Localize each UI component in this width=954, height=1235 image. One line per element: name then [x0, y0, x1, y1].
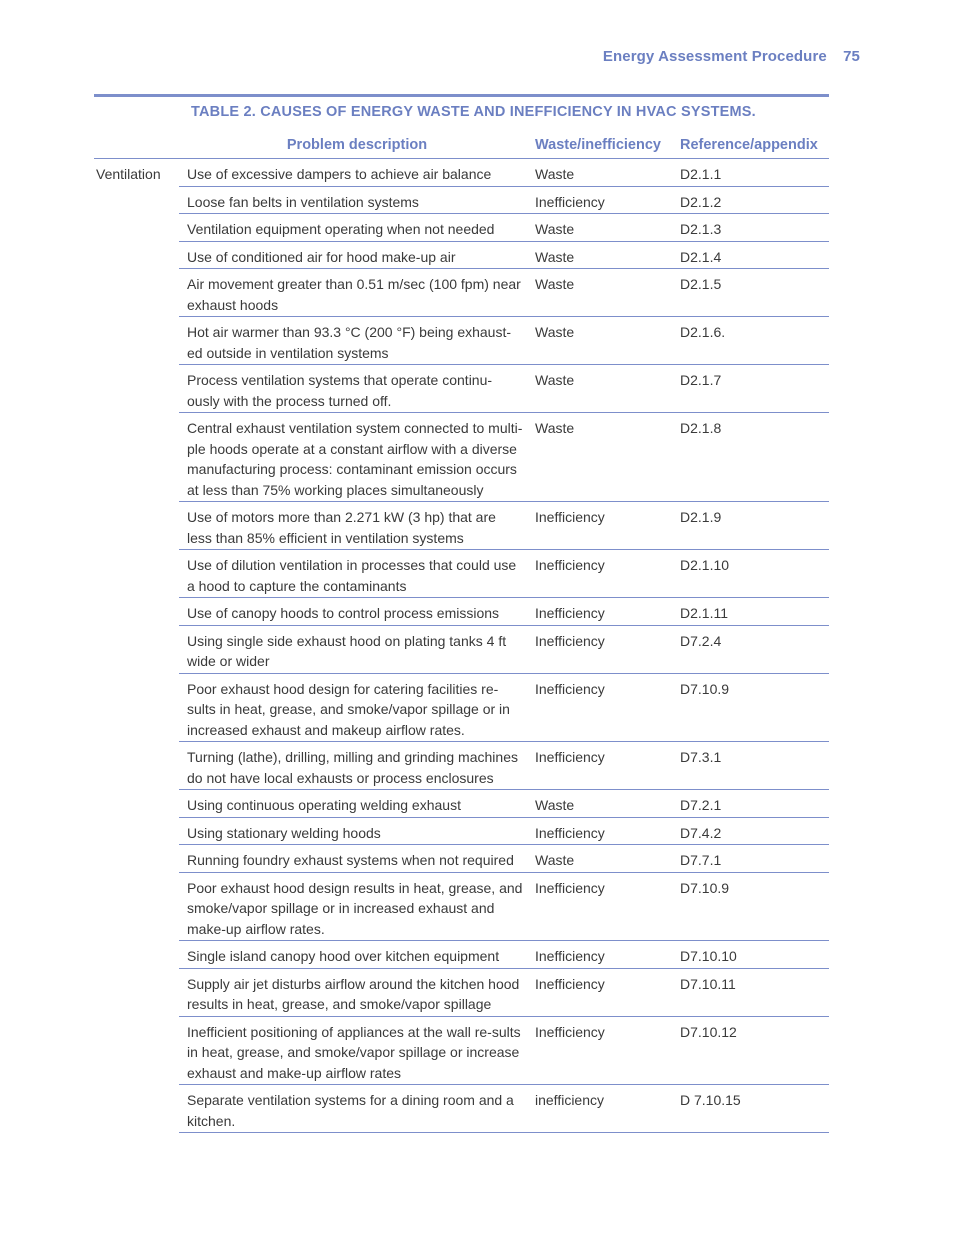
problem-description-cell: Poor exhaust hood design for catering facilities re-sults in heat, grease, and smoke/vapor spillage or in increased exhaust and makeup airflow rates.	[179, 673, 527, 742]
reference-cell: D7.2.4	[672, 625, 829, 673]
page-number: 75	[843, 48, 860, 65]
waste-inefficiency-cell: Inefficiency	[527, 817, 672, 845]
reference-cell: D2.1.8	[672, 413, 829, 502]
waste-inefficiency-cell: Inefficiency	[527, 598, 672, 626]
reference-cell: D2.1.7	[672, 365, 829, 413]
table-row	[94, 817, 829, 845]
waste-inefficiency-cell: Inefficiency	[527, 872, 672, 941]
reference-cell: D2.1.5	[672, 269, 829, 317]
waste-inefficiency-cell: Inefficiency	[527, 186, 672, 214]
problem-description-cell: Loose fan belts in ventilation systems	[179, 186, 527, 214]
waste-inefficiency-cell: Inefficiency	[527, 742, 672, 790]
reference-cell: D2.1.9	[672, 502, 829, 550]
table-header-row	[94, 137, 829, 159]
reference-cell: D 7.10.15	[672, 1085, 829, 1133]
table-row	[94, 502, 829, 550]
column-header-waste: Waste/inefficiency	[527, 137, 672, 159]
table-row	[94, 742, 829, 790]
table-row	[94, 1016, 829, 1085]
problem-description-cell: Running foundry exhaust systems when not required	[179, 845, 527, 873]
table-row	[94, 317, 829, 365]
running-header-title: Energy Assessment Procedure	[602, 48, 827, 65]
waste-inefficiency-cell: Waste	[527, 413, 672, 502]
waste-inefficiency-cell: Waste	[527, 790, 672, 818]
column-header-category	[94, 137, 179, 159]
table-row	[94, 941, 829, 969]
problem-description-cell: Use of excessive dampers to achieve air balance	[179, 159, 527, 187]
table-row	[94, 845, 829, 873]
reference-cell: D7.7.1	[672, 845, 829, 873]
reference-cell: D2.1.11	[672, 598, 829, 626]
table-row	[94, 269, 829, 317]
reference-cell: D2.1.3	[672, 214, 829, 242]
waste-inefficiency-cell: Waste	[527, 845, 672, 873]
problem-description-cell: Using stationary welding hoods	[179, 817, 527, 845]
table-row	[94, 968, 829, 1016]
problem-description-cell: Supply air jet disturbs airflow around the kitchen hood results in heat, grease, and smoke/vapor spillage	[179, 968, 527, 1016]
waste-inefficiency-cell: inefficiency	[527, 1085, 672, 1133]
problem-description-cell: Use of dilution ventilation in processes that could use a hood to capture the contaminants	[179, 550, 527, 598]
reference-cell: D7.10.12	[672, 1016, 829, 1085]
reference-cell: D7.10.10	[672, 941, 829, 969]
hvac-waste-table	[94, 137, 829, 1133]
table-title: TABLE 2. CAUSES OF ENERGY WASTE AND INEFFICIENCY IN HVAC SYSTEMS.	[191, 104, 756, 120]
table-row	[94, 790, 829, 818]
waste-inefficiency-cell: Inefficiency	[527, 550, 672, 598]
reference-cell: D2.1.6.	[672, 317, 829, 365]
problem-description-cell: Using single side exhaust hood on plating tanks 4 ft wide or wider	[179, 625, 527, 673]
waste-inefficiency-cell: Waste	[527, 214, 672, 242]
waste-inefficiency-cell: Waste	[527, 317, 672, 365]
table-row	[94, 598, 829, 626]
reference-cell: D7.10.11	[672, 968, 829, 1016]
waste-inefficiency-cell: Waste	[527, 365, 672, 413]
waste-inefficiency-cell: Waste	[527, 241, 672, 269]
table-row	[94, 872, 829, 941]
problem-description-cell: Process ventilation systems that operate continu-ously with the process turned off.	[179, 365, 527, 413]
reference-cell: D7.4.2	[672, 817, 829, 845]
table-row	[94, 413, 829, 502]
table-row	[94, 673, 829, 742]
reference-cell: D7.10.9	[672, 872, 829, 941]
problem-description-cell: Ventilation equipment operating when not needed	[179, 214, 527, 242]
waste-inefficiency-cell: Waste	[527, 159, 672, 187]
waste-inefficiency-cell: Inefficiency	[527, 941, 672, 969]
table-row	[94, 186, 829, 214]
problem-description-cell: Hot air warmer than 93.3 °C (200 °F) being exhaust-ed outside in ventilation systems	[179, 317, 527, 365]
category-cell: Ventilation	[96, 166, 161, 182]
table-row	[94, 1085, 829, 1133]
problem-description-cell: Separate ventilation systems for a dining room and a kitchen.	[179, 1085, 527, 1133]
table-container	[94, 94, 829, 1133]
table-row	[94, 365, 829, 413]
problem-description-cell: Use of canopy hoods to control process emissions	[179, 598, 527, 626]
waste-inefficiency-cell: Waste	[527, 269, 672, 317]
table-row	[94, 241, 829, 269]
problem-description-cell: Turning (lathe), drilling, milling and grinding machines do not have local exhausts or process enclosures	[179, 742, 527, 790]
problem-description-cell: Use of conditioned air for hood make-up air	[179, 241, 527, 269]
waste-inefficiency-cell: Inefficiency	[527, 502, 672, 550]
column-header-problem: Problem description	[179, 137, 527, 159]
table-row	[94, 159, 829, 187]
problem-description-cell: Use of motors more than 2.271 kW (3 hp) that are less than 85% efficient in ventilation systems	[179, 502, 527, 550]
table-top-rule	[94, 94, 829, 97]
waste-inefficiency-cell: Inefficiency	[527, 1016, 672, 1085]
reference-cell: D7.10.9	[672, 673, 829, 742]
table-row	[94, 214, 829, 242]
reference-cell: D7.3.1	[672, 742, 829, 790]
problem-description-cell: Central exhaust ventilation system connected to multi-ple hoods operate at a constant airflow with a diverse manufacturing process: contaminant emission occurs at less than 75% working places simultaneously	[179, 413, 527, 502]
problem-description-cell: Inefficient positioning of appliances at the wall re-sults in heat, grease, and smoke/vapor spillage or increase exhaust and make-up airflow rates	[179, 1016, 527, 1085]
problem-description-cell: Single island canopy hood over kitchen equipment	[179, 941, 527, 969]
table-row	[94, 550, 829, 598]
problem-description-cell: Air movement greater than 0.51 m/sec (100 fpm) near exhaust hoods	[179, 269, 527, 317]
column-header-reference: Reference/appendix	[672, 137, 829, 159]
running-header	[603, 48, 860, 65]
problem-description-cell: Using continuous operating welding exhaust	[179, 790, 527, 818]
waste-inefficiency-cell: Inefficiency	[527, 673, 672, 742]
reference-cell: D7.2.1	[672, 790, 829, 818]
reference-cell: D2.1.2	[672, 186, 829, 214]
waste-inefficiency-cell: Inefficiency	[527, 625, 672, 673]
table-body	[94, 159, 829, 1133]
reference-cell: D2.1.4	[672, 241, 829, 269]
table-row	[94, 625, 829, 673]
problem-description-cell: Poor exhaust hood design results in heat, grease, and smoke/vapor spillage or in increased exhaust and make-up airflow rates.	[179, 872, 527, 941]
reference-cell: D2.1.10	[672, 550, 829, 598]
waste-inefficiency-cell: Inefficiency	[527, 968, 672, 1016]
reference-cell: D2.1.1	[672, 159, 829, 187]
